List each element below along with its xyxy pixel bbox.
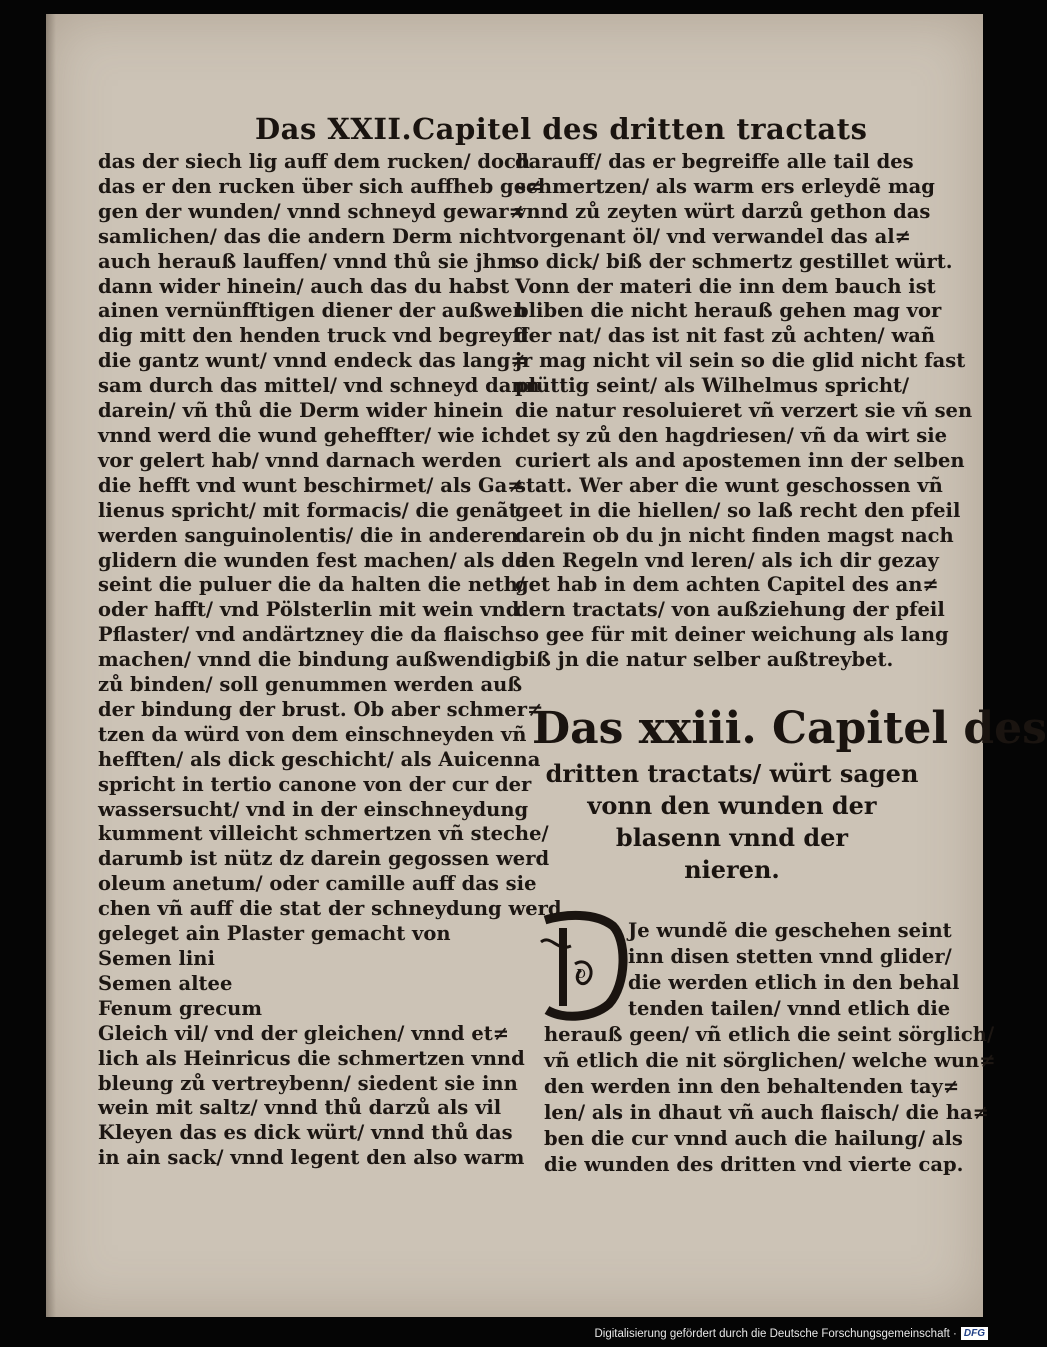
chapter-subtitle-line: nieren. (684, 855, 780, 884)
text-line: so gee für mit deiner weichung als lang (515, 623, 949, 647)
text-line: inn disen stetten vnnd glider/ (628, 945, 952, 968)
text-line: dig mitt den henden truck vnd begreyff (98, 324, 529, 348)
text-line: sam durch das mittel/ vnd schneyd dann (98, 374, 540, 398)
text-line: gen der wunden/ vnnd schneyd gewar≠ (98, 199, 525, 223)
text-line: oder hafft/ vnd Pölsterlin mit wein vnd (98, 598, 520, 622)
text-line: get hab in dem achten Capitel des an≠ (515, 573, 939, 597)
text-line: darein/ vñ thů die Derm wider hinein (98, 399, 504, 423)
chapter-subtitle-line: vonn den wunden der (587, 791, 877, 820)
text-line: oleum anetum/ oder camille auff das sie (98, 872, 537, 896)
text-line: Fenum grecum (98, 996, 262, 1020)
chapter-body (544, 1022, 996, 1178)
text-line: hefften/ als dick geschicht/ als Auicenna (98, 747, 541, 771)
initial-letter: D (576, 967, 586, 981)
text-line: ben die cur vnnd auch die hailung/ als (544, 1127, 963, 1150)
digitization-credit (594, 1327, 988, 1340)
text-line: lienus spricht/ mit formacis/ die genãt (98, 498, 518, 522)
text-line: tenden tailen/ vnnd etlich die (628, 997, 951, 1020)
text-line: darein ob du jn nicht finden magst nach (515, 523, 954, 547)
text-line: wein mit saltz/ vnnd thů darzů als vil (98, 1096, 502, 1120)
text-line: kumment villeicht schmertzen vñ steche/ (98, 822, 549, 846)
text-line: Gleich vil/ vnd der gleichen/ vnnd et≠ (98, 1021, 510, 1045)
text-line: darauff/ das er begreiffe alle tail des (515, 150, 914, 173)
text-line: lich als Heinricus die schmertzen vnnd (98, 1046, 525, 1070)
text-line: Semen altee (98, 971, 233, 995)
chapter-subtitle-line: dritten tractats/ würt sagen (545, 759, 919, 788)
text-line: tzen da würd von dem einschneyden vñ (98, 722, 527, 746)
decorated-initial (535, 912, 627, 1020)
text-line: bleung zů vertreybenn/ siedent sie inn (98, 1071, 518, 1095)
text-line: dern tractats/ von außziehung der pfeil (515, 598, 945, 622)
text-line: werden sanguinolentis/ die in anderen (98, 523, 519, 547)
text-line: herauß geen/ vñ etlich die seint sörglich/ (544, 1023, 995, 1046)
text-line: die wunden des dritten vnd vierte cap. (544, 1153, 964, 1176)
text-line: in ain sack/ vnnd legent den also warm (98, 1146, 525, 1170)
text-line: vnnd zů zeyten würt darzů gethon das (515, 199, 931, 223)
text-line: die gantz wunt/ vnnd endeck das lang≠ (98, 349, 527, 373)
text-line: plüttig seint/ als Wilhelmus spricht/ (515, 374, 910, 398)
text-line: Semen lini (98, 947, 215, 970)
text-line: auch herauß lauffen/ vnnd thů sie jhm (98, 249, 518, 273)
text-line: spricht in tertio canone von der cur der (98, 772, 532, 796)
text-line: vor gelert hab/ vnnd darnach werden (98, 448, 502, 472)
text-line: vñ etlich die nit sörglichen/ welche wun≠ (544, 1049, 996, 1072)
text-line: jr mag nicht vil sein so die glid nicht fast (515, 349, 966, 373)
text-line: glidern die wunden fest machen/ als da (98, 548, 528, 572)
text-line: seint die puluer die da halten die neth/ (98, 573, 525, 597)
text-line: schmertzen/ als warm ers erleydẽ mag (515, 174, 935, 198)
text-line: den Regeln vnd leren/ als ich dir gezay (515, 548, 939, 572)
page-gutter-shadow (46, 14, 56, 1317)
text-line: der bindung der brust. Ob aber schmer≠ (98, 697, 544, 721)
right-column (515, 150, 973, 673)
text-line: den werden inn den behaltenden tay≠ (544, 1075, 960, 1098)
text-line: Je wundẽ die geschehen seint (628, 919, 952, 942)
text-line: biß jn die natur selber außtreybet. (515, 648, 894, 672)
text-line: len/ als in dhaut vñ auch flaisch/ die ha≠ (544, 1101, 990, 1124)
chapter-title: Das xxiii. Capitel des (532, 703, 1047, 754)
chapter-body-indented (628, 918, 960, 1022)
text-line: das er den rucken über sich auffheb ge≠ (98, 174, 543, 198)
text-line: der nat/ das ist nit fast zů achten/ wañ (515, 324, 936, 348)
text-line: zů binden/ soll genummen werden auß (98, 673, 523, 697)
text-line: Pflaster/ vnd andärtzney die da flaisch (98, 623, 515, 647)
text-line: bliben die nicht herauß gehen mag vor (515, 299, 942, 323)
left-column (98, 150, 562, 1171)
chapter-heading (532, 700, 1047, 886)
text-line: statt. Wer aber die wunt geschossen vñ (515, 473, 943, 497)
chapter-subtitle-line: blasenn vnnd der (615, 823, 849, 852)
text-line: die natur resoluieret vñ verzert sie vñ sen (515, 399, 973, 423)
text-line: geet in die hiellen/ so laß recht den pfeil (515, 498, 961, 522)
text-line: samlichen/ das die andern Derm nicht (98, 224, 516, 248)
text-line: vorgenant öl/ vnd verwandel das al≠ (515, 224, 911, 248)
text-line: curiert als and apostemen inn der selben (515, 448, 965, 472)
text-line: ainen vernünfftigen diener der außwen (98, 299, 527, 323)
text-line: geleget ain Plaster gemacht von (98, 922, 451, 946)
text-line: Kleyen das es dick würt/ vnnd thů das (98, 1121, 513, 1145)
text-line: darumb ist nütz dz darein gegossen werd (98, 847, 550, 871)
text-line: die werden etlich in den behal (628, 971, 960, 994)
running-header: Das XXII.Capitel des dritten tractats (255, 112, 868, 146)
text-line: so dick/ biß der schmertz gestillet würt. (515, 249, 953, 273)
text-line: das der siech lig auff dem rucken/ doch (98, 150, 531, 173)
text-line: die hefft vnd wunt beschirmet/ als Ga≠ (98, 473, 524, 497)
text-line: Vonn der materi die inn dem bauch ist (515, 274, 936, 298)
text-line: vnnd werd die wund geheffter/ wie ich (98, 423, 515, 447)
dfg-logo: DFG (961, 1327, 988, 1340)
credit-text: Digitalisierung gefördert durch die Deutsche Forschungsgemeinschaft · (594, 1327, 957, 1340)
text-line: det sy zů den hagdriesen/ vñ da wirt sie (515, 423, 948, 447)
text-line: wassersucht/ vnd in der einschneydung (98, 797, 529, 821)
text-line: machen/ vnnd die bindung außwendig (98, 648, 516, 672)
text-line: chen vñ auff die stat der schneydung werd (98, 897, 562, 921)
text-line: dann wider hinein/ auch das du habst (98, 274, 510, 298)
